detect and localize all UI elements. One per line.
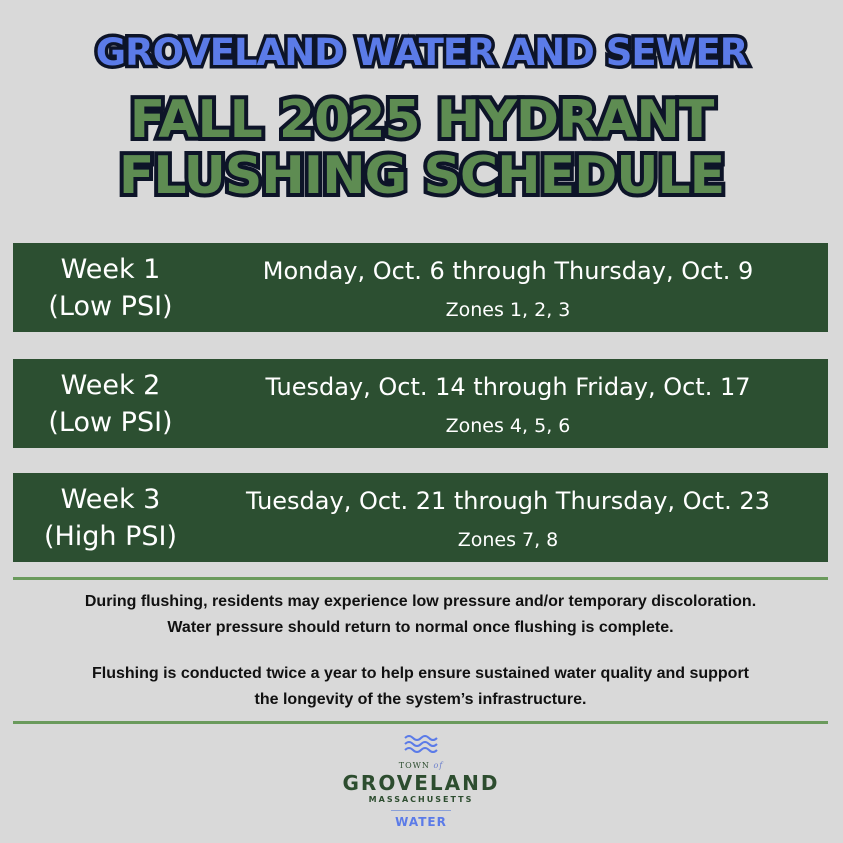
notice-line-1: During flushing, residents may experience low pressure and/or temporary discoloration. (84, 593, 757, 610)
town-logo (321, 734, 521, 829)
week-2-label (13, 367, 208, 441)
waves-icon (404, 734, 438, 754)
week-2-dates: Tuesday, Oct. 14 through Friday, Oct. 17 (265, 373, 751, 401)
week-2-zones: Zones 4, 5, 6 (445, 415, 571, 437)
notice-line-2: Water pressure should return to normal once flushing is complete. (167, 619, 674, 636)
week-1-label (13, 251, 208, 325)
week-3-band (13, 473, 828, 562)
notice-paragraph-1 (13, 589, 828, 641)
notice-paragraph-2 (13, 661, 828, 713)
divider-bottom (13, 721, 828, 724)
week-2-band (13, 359, 828, 448)
week-1-band (13, 243, 828, 332)
week-3-label (13, 481, 208, 555)
week-3-dates: Tuesday, Oct. 21 through Thursday, Oct. 23 (246, 487, 770, 515)
logo-of: of (433, 761, 444, 770)
week-1-psi: (Low PSI) (48, 291, 173, 322)
logo-town-name: GROVELAND (342, 771, 500, 795)
schedule-title-line1: FALL 2025 HYDRANT (129, 90, 714, 150)
notice-line-4: the longevity of the system’s infrastructure. (254, 691, 587, 708)
logo-state: MASSACHUSETTS (368, 795, 474, 804)
week-3-name: Week 3 (60, 484, 161, 515)
week-1-name: Week 1 (60, 254, 161, 285)
week-1-zones: Zones 1, 2, 3 (445, 299, 571, 321)
schedule-title-line2: FLUSHING SCHEDULE (118, 146, 725, 206)
logo-department: WATER (395, 815, 447, 829)
week-2-name: Week 2 (60, 370, 161, 401)
week-3-psi: (High PSI) (43, 521, 178, 552)
notice-line-3: Flushing is conducted twice a year to help ensure sustained water quality and support (91, 665, 749, 682)
logo-town: TOWN (398, 761, 430, 770)
schedule-title (0, 92, 843, 204)
week-3-zones: Zones 7, 8 (457, 529, 559, 551)
divider-top (13, 577, 828, 580)
week-1-dates: Monday, Oct. 6 through Thursday, Oct. 9 (262, 257, 754, 285)
header-title: GROVELAND WATER AND SEWER (95, 31, 748, 74)
logo-divider (391, 810, 451, 811)
week-2-psi: (Low PSI) (48, 407, 173, 438)
